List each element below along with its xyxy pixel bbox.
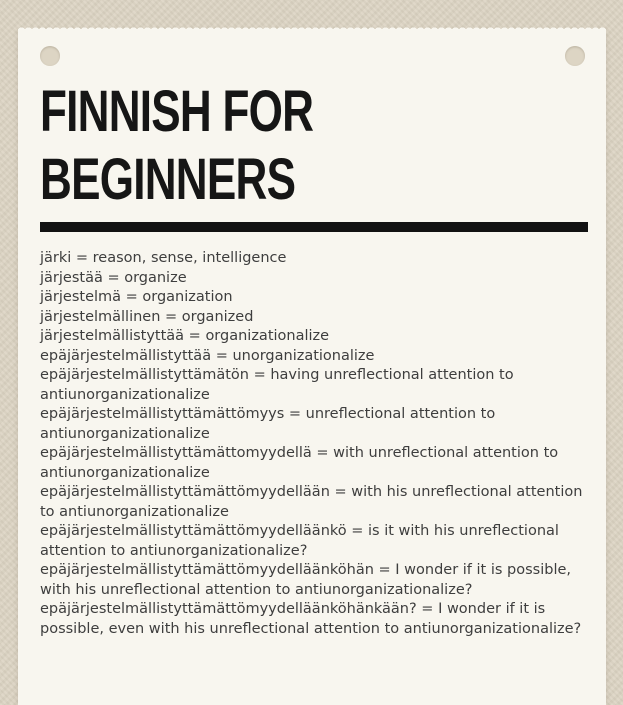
vocab-entry: epäjärjestelmällistyttämätön = having unreflectional attention to antiunorganizationalize	[40, 367, 514, 403]
page-title: FINNISH FOR BEGINNERS	[40, 79, 314, 212]
vocab-entry: epäjärjestelmällistyttämättömyydellään = with his unreflectional attention to antiunorganizationalize	[40, 484, 583, 520]
title-divider-rule	[40, 222, 588, 232]
vocabulary-list	[40, 249, 597, 639]
vocab-entry: järki = reason, sense, intelligence	[40, 250, 287, 266]
vocab-entry: epäjärjestelmällistyttämättömyydelläänkö = is it with his unreflectional attention to antiunorganizationalize?	[40, 523, 559, 559]
perforated-edge	[18, 23, 606, 31]
vocab-entry: järjestää = organize	[40, 269, 187, 286]
vocab-entry: epäjärjestelmällistyttää = unorganizationalize	[40, 347, 375, 364]
vocab-entry: epäjärjestelmällistyttämättömyys = unreflectional attention to antiunorganizationalize	[40, 406, 496, 442]
vocab-entry: epäjärjestelmällistyttämättömyydelläänköhän = I wonder if it is possible, with his unreflectional attention to antiunorganizationalize?	[40, 562, 571, 598]
vocab-entry: järjestelmällinen = organized	[40, 308, 254, 325]
binder-hole-left	[40, 46, 60, 66]
vocab-entry: järjestelmä = organization	[40, 289, 233, 305]
binder-hole-right	[565, 46, 585, 66]
vocab-entry: epäjärjestelmällistyttämättömyydelläänköhänkään? = I wonder if it is possible, even with his unreflectional attention to antiunorganizationalize?	[40, 601, 582, 637]
vocab-entry: järjestelmällistyttää = organizationalize	[40, 328, 330, 344]
vocab-entry: epäjärjestelmällistyttämättomyydellä = with unreflectional attention to antiunorganizationalize	[40, 445, 559, 481]
